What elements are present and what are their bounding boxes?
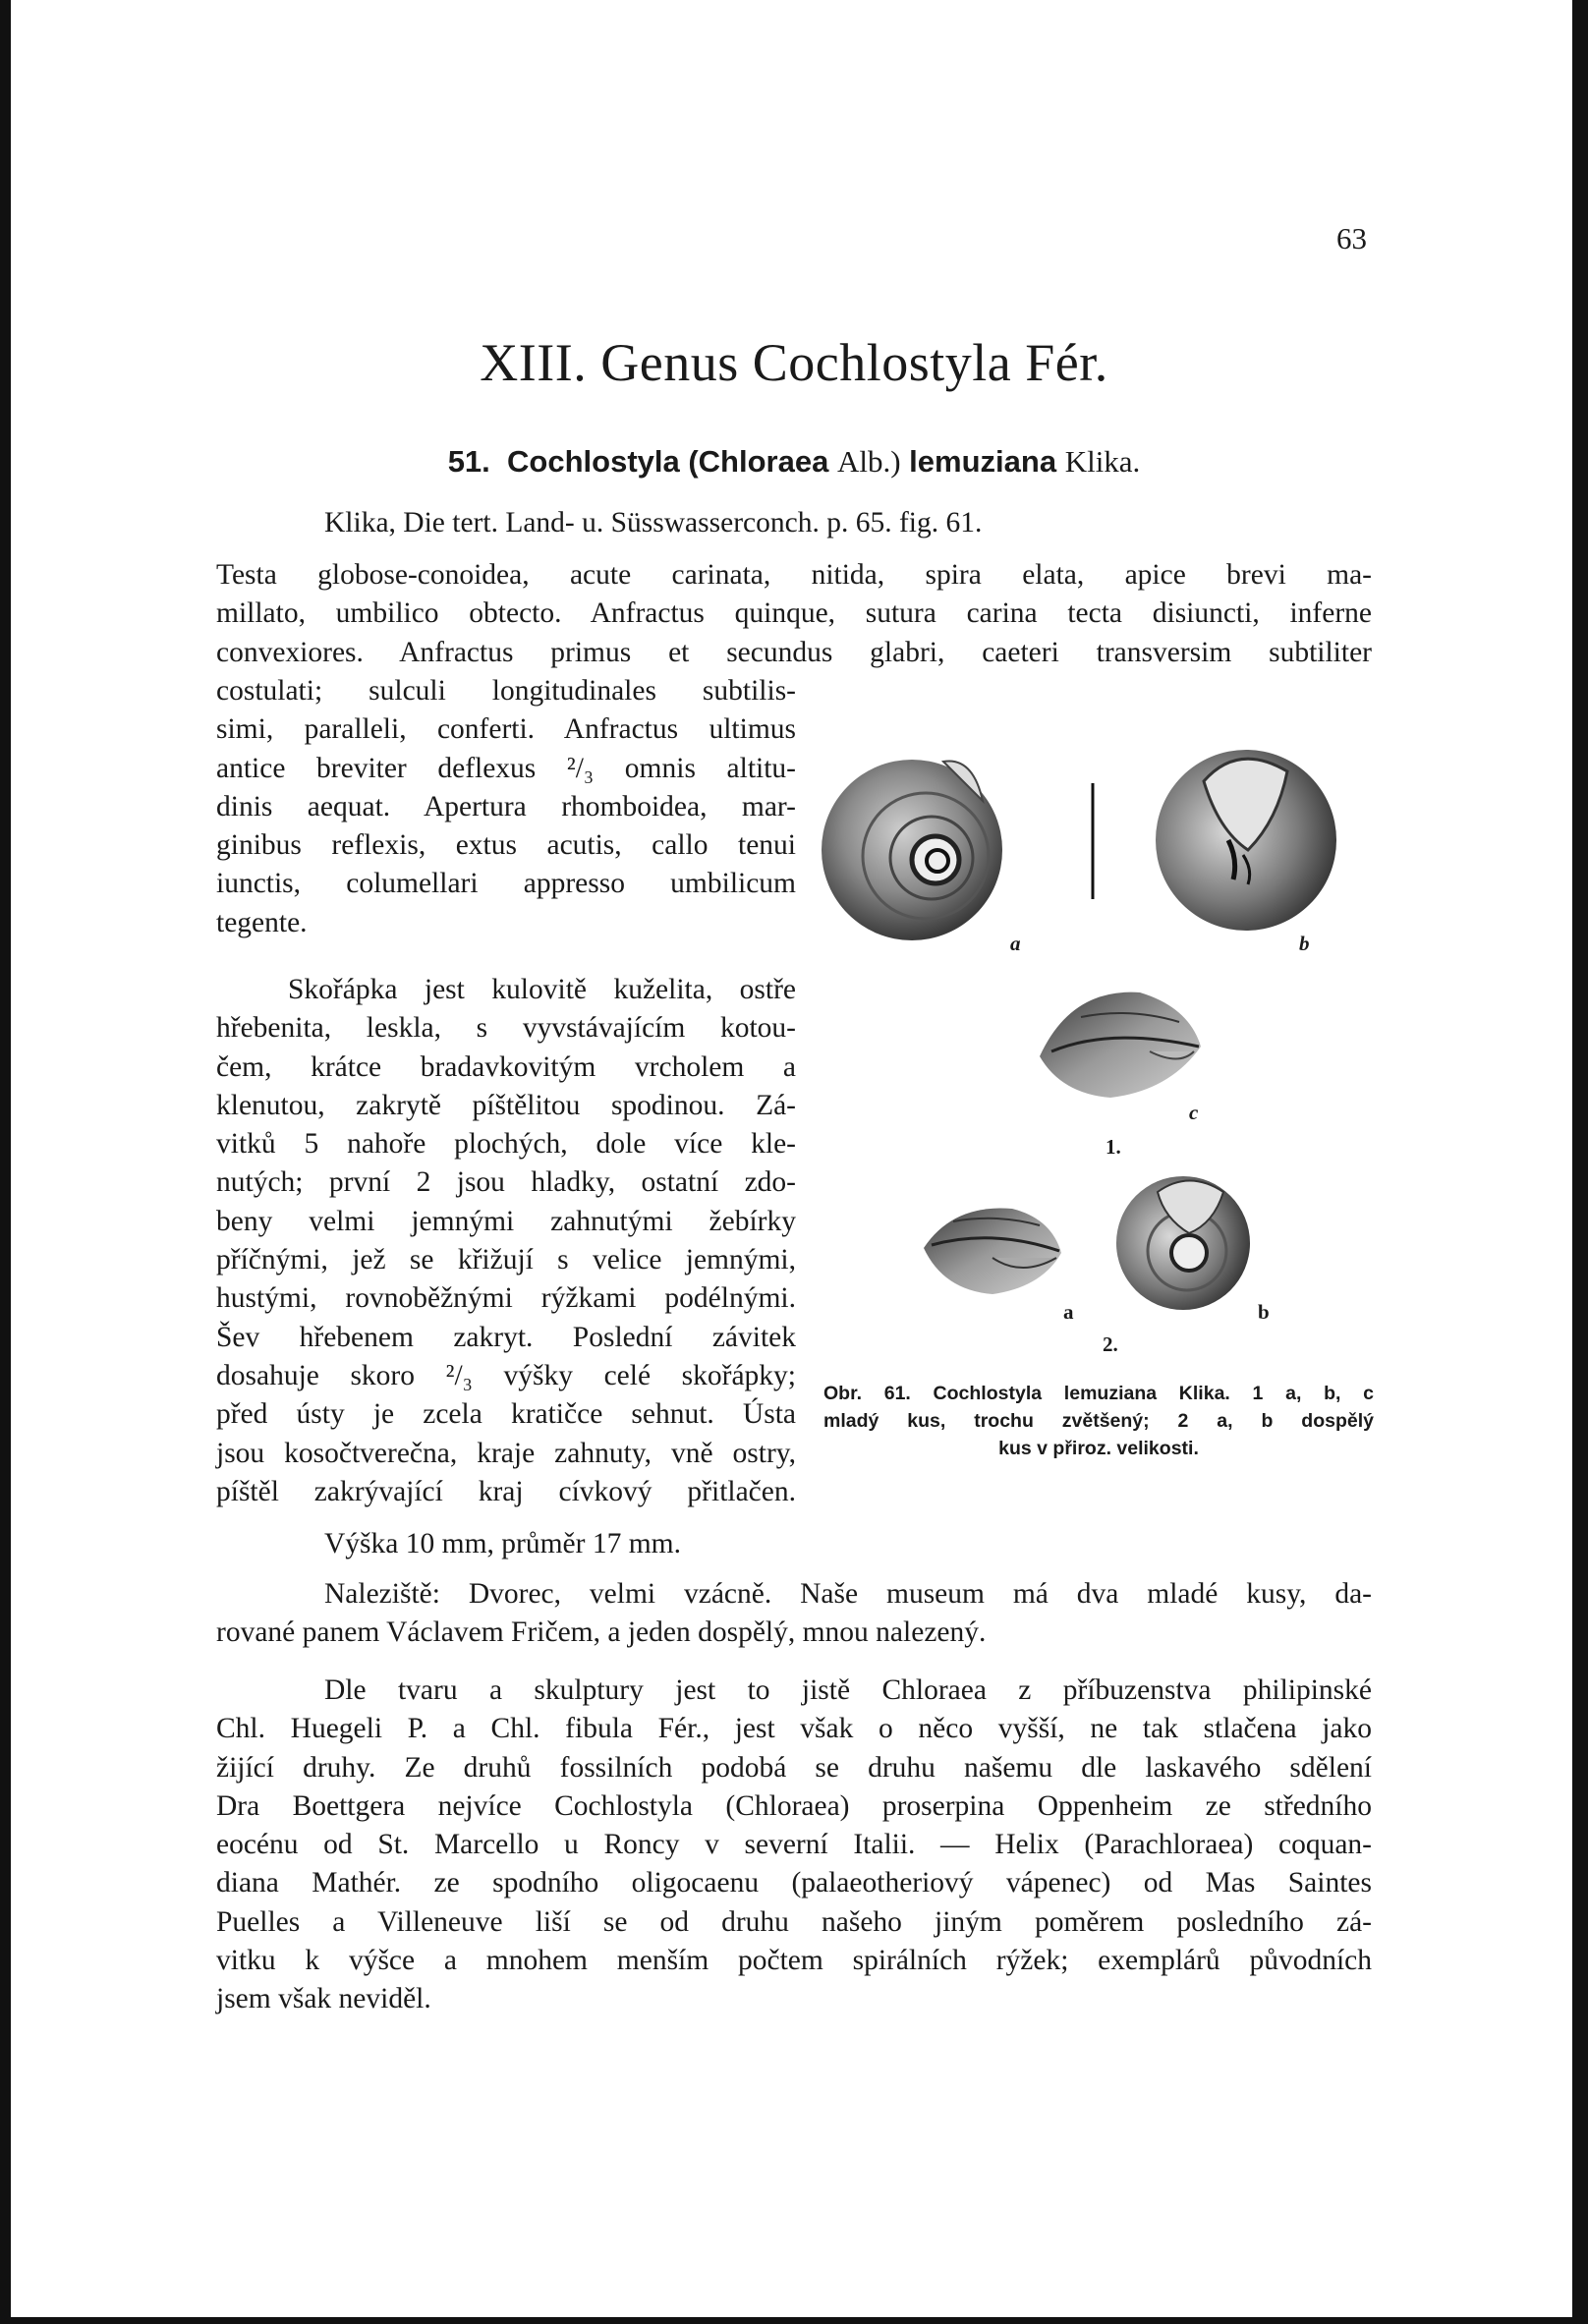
text-line: hřebenita, leskla, s vyvstávajícím kotou-: [216, 1012, 796, 1045]
text-line: vitku k výšce a mnohem menším počtem spirálních rýžek; exemplárů původních: [216, 1945, 1372, 1977]
comparison-paragraph: [216, 1672, 1372, 2019]
caption-line: Obr. 61. Cochlostyla lemuziana Klika. 1 a, b, c: [823, 1383, 1374, 1404]
bibliographic-reference: Klika, Die tert. Land- u. Süsswasserconch. p. 65. fig. 61.: [324, 507, 983, 538]
text-line: convexiores. Anfractus primus et secundus glabri, caeteri transversim subtiliter: [216, 636, 1372, 668]
latin-description-full: [216, 556, 1372, 672]
czech-description-column: [216, 971, 796, 1511]
shell-1c: [1040, 992, 1201, 1098]
figure-label-1: 1.: [1106, 1135, 1121, 1159]
text-line: Šev hřebenem zakryt. Poslední závitek: [216, 1321, 796, 1353]
caption-line: kus v přiroz. velikosti.: [998, 1438, 1199, 1459]
shell-illustrations: [816, 722, 1386, 1371]
text-line: jsem však neviděl.: [216, 1983, 431, 2015]
page-title: XIII. Genus Cochlostyla Fér.: [480, 333, 1108, 392]
text-line: Naleziště: Dvorec, velmi vzácně. Naše museum má dva mladé kusy, da-: [324, 1578, 1372, 1610]
text-line: diana Mathér. ze spodního oligocaenu (palaeotheriový vápenec) od Mas Saintes: [216, 1867, 1372, 1899]
shell-1a: [822, 760, 1002, 940]
text-line: klenutou, zakrytě píštělitou spodinou. Zá-: [216, 1089, 796, 1121]
text-line: nutých; první 2 jsou hladky, ostatní zdo-: [216, 1166, 796, 1199]
scan-border-bottom: [0, 2317, 1588, 2324]
species-epithet: lemuziana: [909, 444, 1057, 479]
text-line: tegente.: [216, 906, 308, 938]
page-number: 63: [1336, 221, 1367, 255]
text-line: simi, paralleli, conferti. Anfractus ultimus: [216, 713, 796, 746]
text-line: Skořápka jest kulovitě kuželita, ostře: [288, 974, 796, 1005]
text-line: Chl. Huegeli P. a Chl. fibula Fér., jest však o něco vyšší, ne tak stlačena jako: [216, 1713, 1372, 1745]
text-line: beny velmi jemnými zahnutými žebírky: [216, 1205, 796, 1237]
text-line: iunctis, columellari appresso umbilicum: [216, 868, 796, 900]
text-line: píštěl zakrývající kraj cívkový přitlačen.: [216, 1475, 796, 1507]
text-line: vitků 5 nahoře plochých, dole více kle-: [216, 1128, 796, 1161]
text-line: čem, krátce bradavkovitým vrcholem a: [216, 1050, 796, 1083]
species-name: Cochlostyla (Chloraea: [507, 444, 829, 479]
text-line: Dle tvaru a skulptury jest to jistě Chloraea z příbuzenstva philipinské: [324, 1674, 1372, 1706]
text-line: millato, umbilico obtecto. Anfractus quinque, sutura carina tecta disiuncti, inferne: [216, 597, 1372, 630]
text-line: rované panem Václavem Fričem, a jeden dospělý, mnou nalezený.: [216, 1616, 987, 1649]
latin-description-column: [216, 672, 796, 942]
shell-2b: [1116, 1176, 1250, 1310]
figure-label-1c: c: [1189, 1101, 1199, 1124]
species-number: 51.: [447, 444, 490, 479]
text-line: Puelles a Villeneuve liší se od druhu našeho jiným poměrem posledního zá-: [216, 1905, 1372, 1938]
text-line: eocénu od St. Marcello u Roncy v severní Italii. — Helix (Parachloraea) coquan-: [216, 1829, 1372, 1861]
text-line: před ústy je zcela kratičce sehnut. Ústa: [216, 1398, 796, 1431]
figure-label-2b: b: [1258, 1300, 1270, 1324]
text-line: jsou kosočtverečna, kraje zahnuty, vně ostry,: [216, 1437, 796, 1469]
shell-figure: [816, 722, 1386, 1469]
text-line: Dra Boettgera nejvíce Cochlostyla (Chloraea) proserpina Oppenheim ze středního: [216, 1789, 1372, 1822]
species-author-abbrev: Alb.): [836, 444, 901, 479]
text-line: ginibus reflexis, extus acutis, callo tenui: [216, 829, 796, 862]
measurements-line: Výška 10 mm, průměr 17 mm.: [324, 1528, 681, 1559]
shell-2a: [924, 1209, 1061, 1295]
caption-line: mladý kus, trochu zvětšený; 2 a, b dospělý: [823, 1410, 1374, 1432]
text-line: antice breviter deflexus ²/₃ omnis altitu-: [216, 752, 796, 784]
species-author: Klika.: [1064, 444, 1141, 479]
text-line: příčnými, jež se křižují s velice jemnými,: [216, 1244, 796, 1276]
figure-caption: [823, 1380, 1374, 1462]
text-line: žijící druhy. Ze druhů fossilních podobá se druhu našemu dle laskavého sdělení: [216, 1751, 1372, 1784]
species-heading: [0, 444, 1588, 480]
text-line: costulati; sulculi longitudinales subtilis-: [216, 675, 796, 707]
text-line: hustými, rovnoběžnými rýžkami podélnými.: [216, 1282, 796, 1315]
figure-label-2: 2.: [1103, 1332, 1118, 1356]
locality-paragraph: [216, 1575, 1372, 1653]
figure-label-2a: a: [1063, 1300, 1074, 1324]
shell-1b: [1156, 750, 1336, 931]
figure-label-1b: b: [1299, 932, 1310, 955]
text-line: dosahuje skoro ²/₃ výšky celé skořápky;: [216, 1359, 796, 1391]
text-line: dinis aequat. Apertura rhomboidea, mar-: [216, 790, 796, 822]
figure-label-1a: a: [1010, 932, 1021, 955]
text-line: Testa globose-conoidea, acute carinata, nitida, spira elata, apice brevi ma-: [216, 559, 1372, 591]
